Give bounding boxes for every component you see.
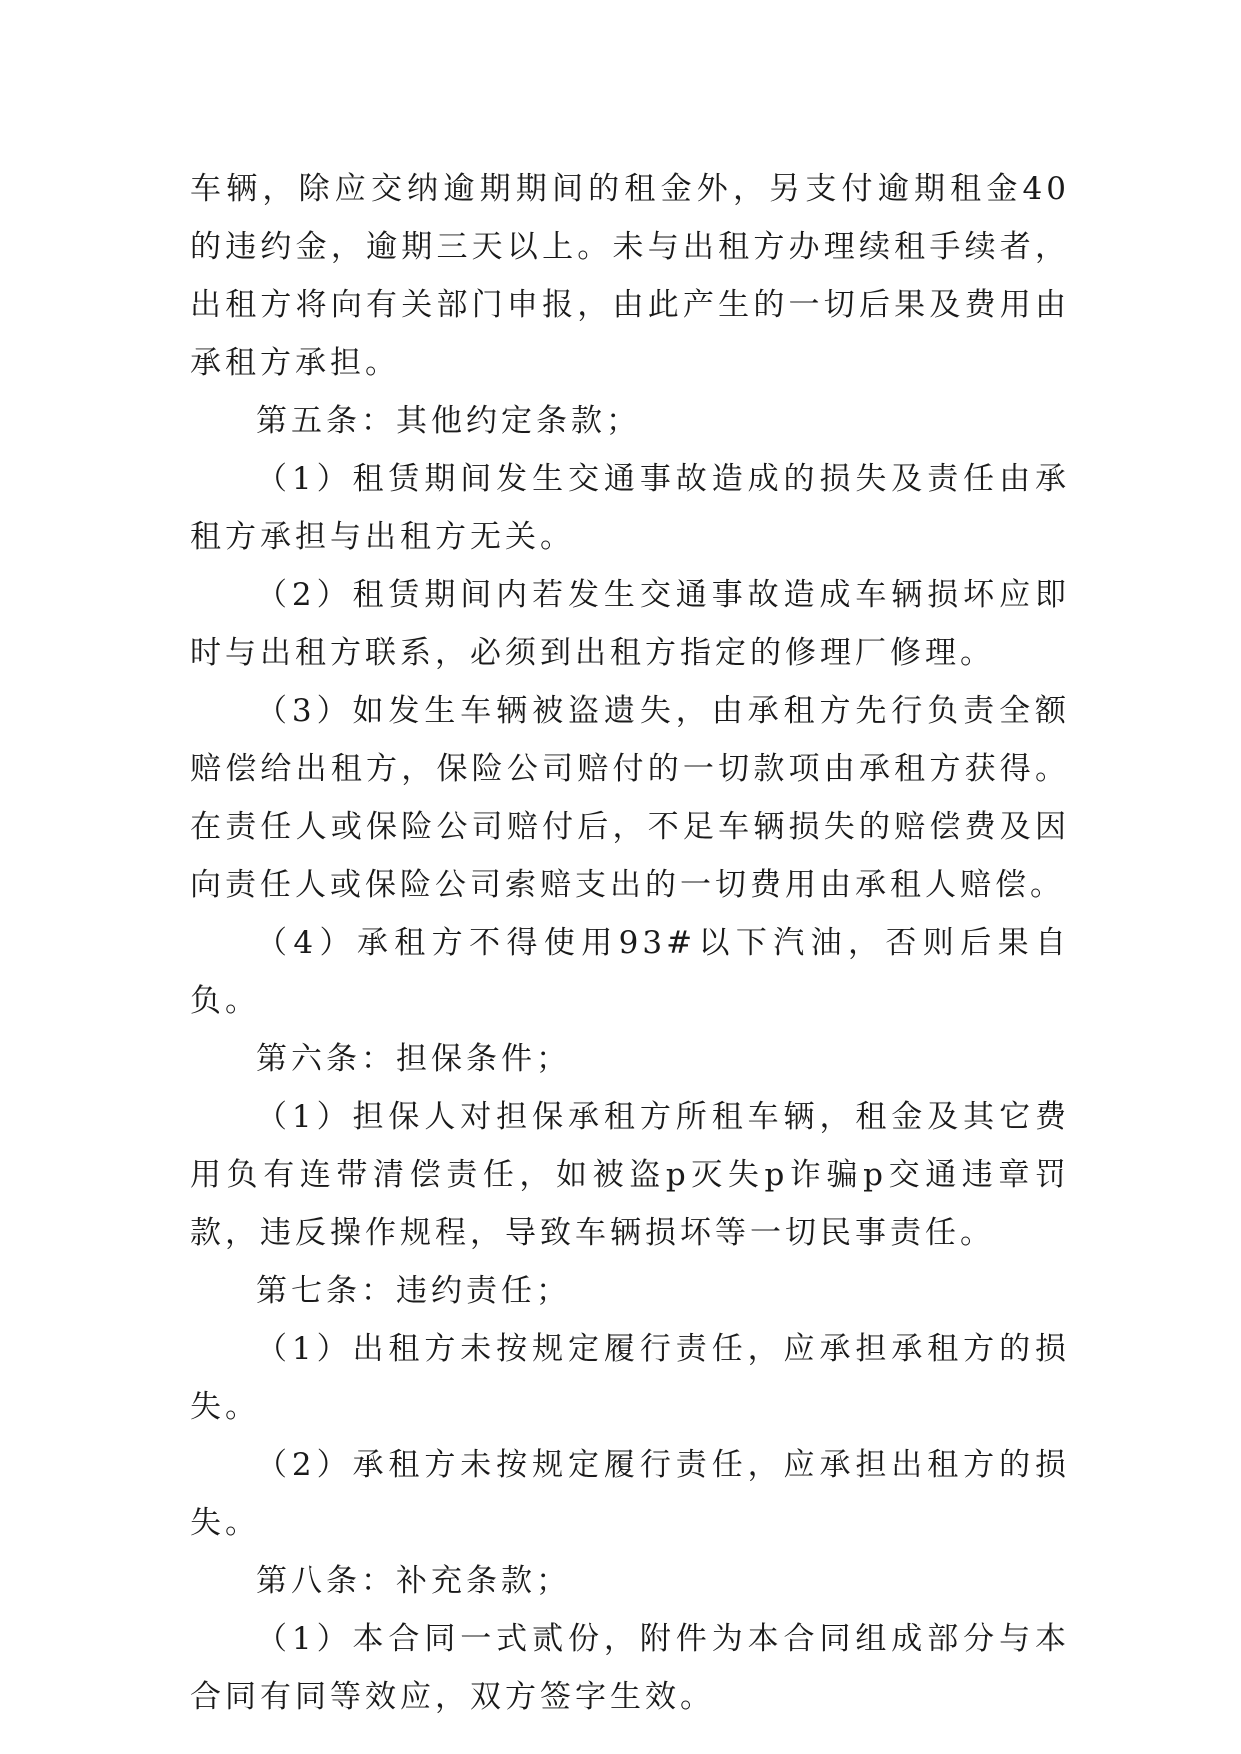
article-5-clause-2: （2）租赁期间内若发生交通事故造成车辆损坏应即时与出租方联系，必须到出租方指定的修理厂修理。 (190, 577, 1070, 671)
article-7-heading: 第七条：违约责任； (256, 1273, 571, 1309)
article-5-clause-1: （1）租赁期间发生交通事故造成的损失及责任由承租方承担与出租方无关。 (190, 461, 1070, 555)
article-8-heading: 第八条：补充条款； (256, 1563, 571, 1599)
article-5-heading: 第五条：其他约定条款； (256, 403, 641, 439)
article-6-heading: 第六条：担保条件； (256, 1041, 571, 1077)
article-5-clause-3: （3）如发生车辆被盗遗失，由承租方先行负责全额赔偿给出租方，保险公司赔付的一切款项由承租方获得。在责任人或保险公司赔付后，不足车辆损失的赔偿费及因向责任人或保险公司索赔支出的一切费用由承租人赔偿。 (190, 693, 1070, 903)
article-5-clause-4: （4）承租方不得使用93#以下汽油，否则后果自负。 (190, 925, 1070, 1019)
article-6-clause-1: （1）担保人对担保承租方所租车辆，租金及其它费用负有连带清偿责任，如被盗p灭失p诈骗p交通违章罚款，违反操作规程，导致车辆损坏等一切民事责任。 (190, 1099, 1070, 1251)
article-7-clause-2: （2）承租方未按规定履行责任，应承担出租方的损失。 (190, 1447, 1070, 1541)
paragraph-continuation: 车辆，除应交纳逾期期间的租金外，另支付逾期租金40的违约金，逾期三天以上。未与出租方办理续租手续者，出租方将向有关部门申报，由此产生的一切后果及费用由承租方承担。 (190, 171, 1070, 381)
document-body (190, 160, 1070, 1726)
article-7-clause-1: （1）出租方未按规定履行责任，应承担承租方的损失。 (190, 1331, 1070, 1425)
article-8-clause-1: （1）本合同一式贰份，附件为本合同组成部分与本合同有同等效应，双方签字生效。 (190, 1621, 1070, 1715)
